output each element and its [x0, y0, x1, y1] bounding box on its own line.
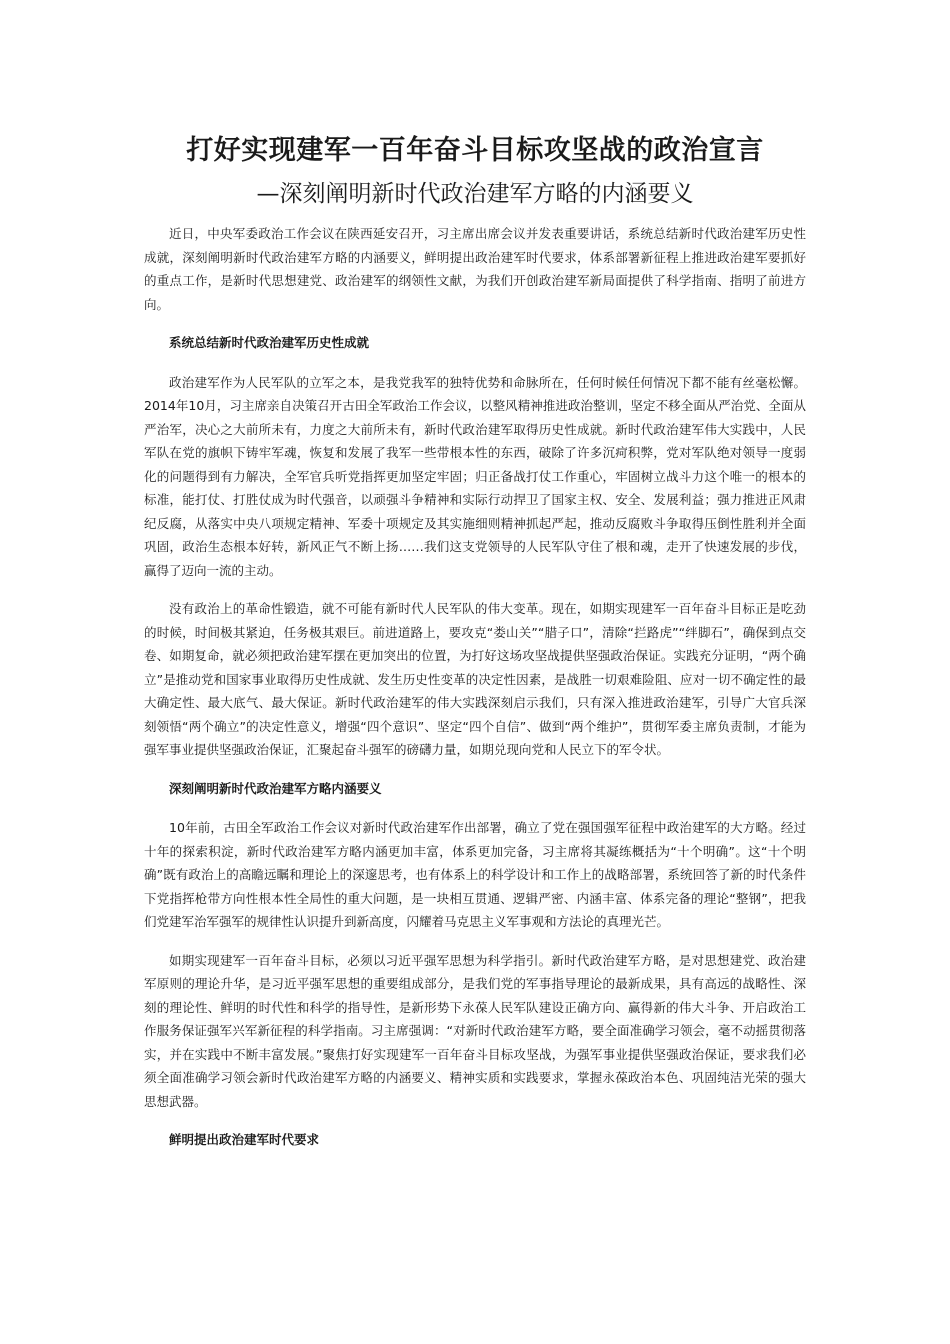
- body-paragraph: 10年前，古田全军政治工作会议对新时代政治建军作出部署，确立了党在强国强军征程中政治建军的大方略。经过十年的探索积淀，新时代政治建军方略内涵更加丰富，体系更加完备，习主席将其凝练概括为“十个明确”。这“十个明确”既有政治上的高瞻远瞩和理论上的深邃思考，也有体系上的科学设计和工作上的战略部署，系统回答了新的时代条件下党指挥枪带方向性根本性全局性的重大问题，是一块相互贯通、逻辑严密、内涵丰富、体系完备的理论“整钢”，把我们党建军治军强军的规律性认识提升到新高度，闪耀着马克思主义军事观和方法论的真理光芒。: [144, 820, 806, 929]
- body-paragraph: 没有政治上的革命性锻造，就不可能有新时代人民军队的伟大变革。现在，如期实现建军一百年奋斗目标正是吃劲的时候，时间极其紧迫，任务极其艰巨。前进道路上，要攻克“娄山关”“腊子口”，清除“拦路虎”“绊脚石”，确保到点交卷、如期复命，就必须把政治建军摆在更加突出的位置，为打好这场攻坚战提供坚强政治保证。实践充分证明，“两个确立”是推动党和国家事业取得历史性成就、发生历史性变革的决定性因素，是战胜一切艰难险阻、应对一切不确定性的最大确定性、最大底气、最大保证。新时代政治建军的伟大实践深刻启示我们，只有深入推进政治建军，引导广大官兵深刻领悟“两个确立”的决定性意义，增强“四个意识”、坚定“四个自信”、做到“两个维护”，贯彻军委主席负责制，才能为强军事业提供坚强政治保证，汇聚起奋斗强军的磅礴力量，如期兑现向党和人民立下的军令状。: [144, 601, 806, 757]
- document-title: 打好实现建军一百年奋斗目标攻坚战的政治宣言: [186, 135, 764, 166]
- body-paragraph: 如期实现建军一百年奋斗目标，必须以习近平强军思想为科学指引。新时代政治建军方略，是对思想建党、政治建军原则的理论升华，是习近平强军思想的重要组成部分，是我们党的军事指导理论的最新成果，具有高远的战略性、深刻的理论性、鲜明的时代性和科学的指导性，是新形势下永葆人民军队建设正确方向、赢得新的伟大斗争、开启政治工作服务保证强军兴军新征程的科学指南。习主席强调：“对新时代政治建军方略，要全面准确学习领会，毫不动摇贯彻落实，并在实践中不断丰富发展。”聚焦打好实现建军一百年奋斗目标攻坚战，为强军事业提供坚强政治保证，要求我们必须全面准确学习领会新时代政治建军方略的内涵要义、精神实质和实践要求，掌握永葆政治本色、巩固纯洁光荣的强大思想武器。: [144, 952, 806, 1109]
- document-subtitle: —深刻阐明新时代政治建军方略的内涵要义: [256, 181, 694, 207]
- body-paragraph: 政治建军作为人民军队的立军之本，是我党我军的独特优势和命脉所在，任何时候任何情况下都不能有丝毫松懈。2014年10月，习主席亲自决策召开古田全军政治工作会议，以整风精神推进政治整训，坚定不移全面从严治党、全面从严治军，决心之大前所未有，力度之大前所未有，新时代政治建军取得历史性成就。新时代政治建军伟大实践中，人民军队在党的旗帜下铸牢军魂，恢复和发展了我军一些带根本性的东西，破除了许多沉疴积弊，党对军队绝对领导一度弱化的问题得到有力解决，全军官兵听党指挥更加坚定牢固；归正备战打仗工作重心，牢固树立战斗力这个唯一的根本的标准，能打仗、打胜仗成为时代强音，以顽强斗争精神和实际行动捍卫了国家主权、安全、发展利益；强力推进正风肃纪反腐，从落实中央八项规定精神、军委十项规定及其实施细则精神抓起严起，推动反腐败斗争取得压倒性胜利并全面巩固，政治生态根本好转，新风正气不断上扬……我们这支党领导的人民军队守住了根和魂，走开了快速发展的步伐，赢得了迈向一流的主动。: [144, 374, 806, 578]
- intro-paragraph: 近日，中央军委政治工作会议在陕西延安召开，习主席出席会议并发表重要讲话，系统总结新时代政治建军历史性成就，深刻阐明新时代政治建军方略的内涵要义，鲜明提出政治建军时代要求，体系部署新征程上推进政治建军要抓好的重点工作，是新时代思想建党、政治建军的纲领性文献，为我们开创政治建军新局面提供了科学指南、指明了前进方向。: [144, 226, 806, 312]
- section-heading-requirements: 鲜明提出政治建军时代要求: [169, 1132, 320, 1147]
- document-page: [144, 128, 806, 1168]
- section-heading-achievements: 系统总结新时代政治建军历史性成就: [169, 335, 370, 350]
- section-heading-connotation: 深刻阐明新时代政治建军方略内涵要义: [169, 780, 382, 796]
